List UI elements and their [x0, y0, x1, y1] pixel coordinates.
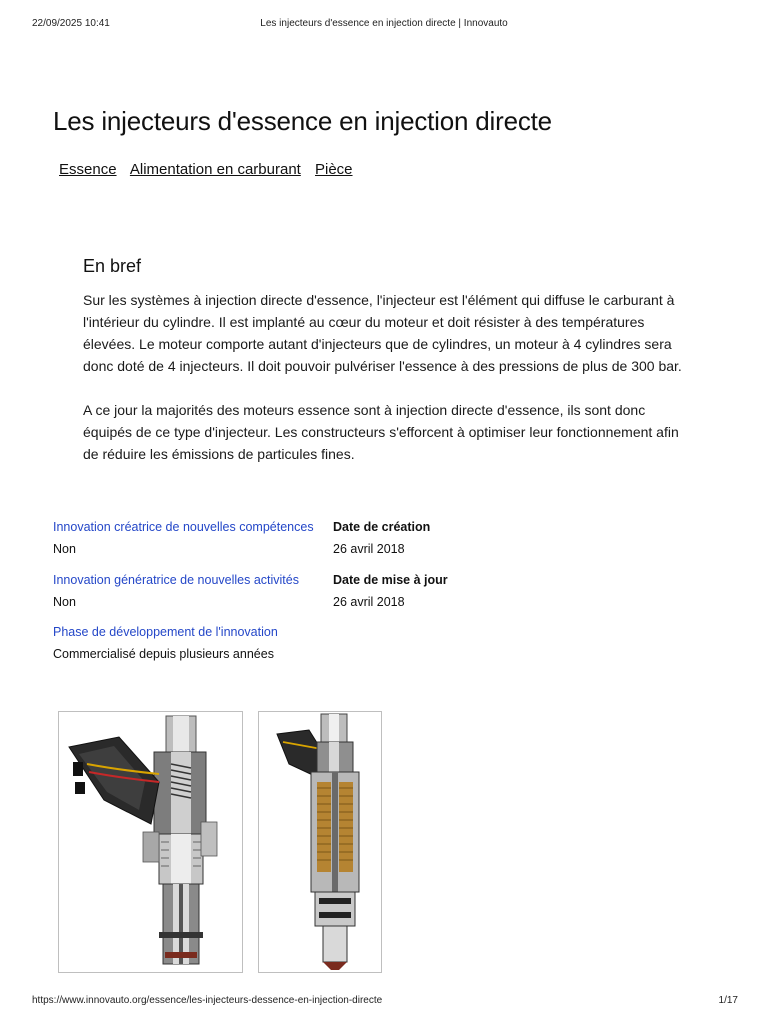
activities-label: Innovation génératrice de nouvelles activités — [53, 573, 299, 587]
print-date: 22/09/2025 10:41 — [32, 18, 110, 29]
created-label: Date de création — [333, 520, 431, 534]
tag-essence[interactable]: Essence — [59, 161, 117, 178]
injector-cutaway-image-2 — [258, 711, 382, 973]
page-title: Les injecteurs d'essence en injection directe — [53, 106, 552, 136]
updated-value: 26 avril 2018 — [333, 595, 405, 609]
print-page-number: 1/17 — [718, 995, 738, 1006]
phase-value: Commercialisé depuis plusieurs années — [53, 647, 274, 661]
skills-value: Non — [53, 542, 76, 556]
injector-cutaway-drawing-1 — [59, 712, 242, 972]
tag-piece[interactable]: Pièce — [315, 161, 353, 178]
activities-value: Non — [53, 595, 76, 609]
print-url: https://www.innovauto.org/essence/les-injecteurs-dessence-en-injection-directe — [32, 995, 383, 1006]
phase-label: Phase de développement de l'innovation — [53, 625, 278, 639]
tag-alimentation-carburant[interactable]: Alimentation en carburant — [129, 161, 301, 178]
injector-cutaway-drawing-2 — [259, 712, 381, 972]
print-document-title: Les injecteurs d'essence en injection directe | Innovauto — [260, 18, 508, 29]
skills-label: Innovation créatrice de nouvelles compétences — [53, 520, 314, 534]
brief-paragraph-1: Sur les systèmes à injection directe d'essence, l'injecteur est l'élément qui diffuse le carburant à l'intérieur du cylindre. Il est implanté au cœur du moteur et doit résister à des températures élevées. Le moteur comporte autant d'injecteurs que de cylindres, un moteur à 4 cylindres sera donc doté de 4 injecteurs. Il doit pouvoir pulvériser l'essence à des pressions de plus de 300 bar. — [83, 292, 682, 374]
brief-heading: En bref — [83, 256, 142, 276]
updated-label: Date de mise à jour — [333, 573, 448, 587]
tag-list — [59, 161, 363, 178]
injector-cutaway-image-1 — [58, 711, 243, 973]
brief-paragraph-2: A ce jour la majorités des moteurs essence sont à injection directe d'essence, ils sont donc équipés de ce type d'injecteur. Les constructeurs s'efforcent à optimiser leur fonctionnement afin de réduire les émissions de particules fines. — [83, 402, 679, 462]
brief-section — [83, 256, 683, 487]
created-value: 26 avril 2018 — [333, 542, 405, 556]
